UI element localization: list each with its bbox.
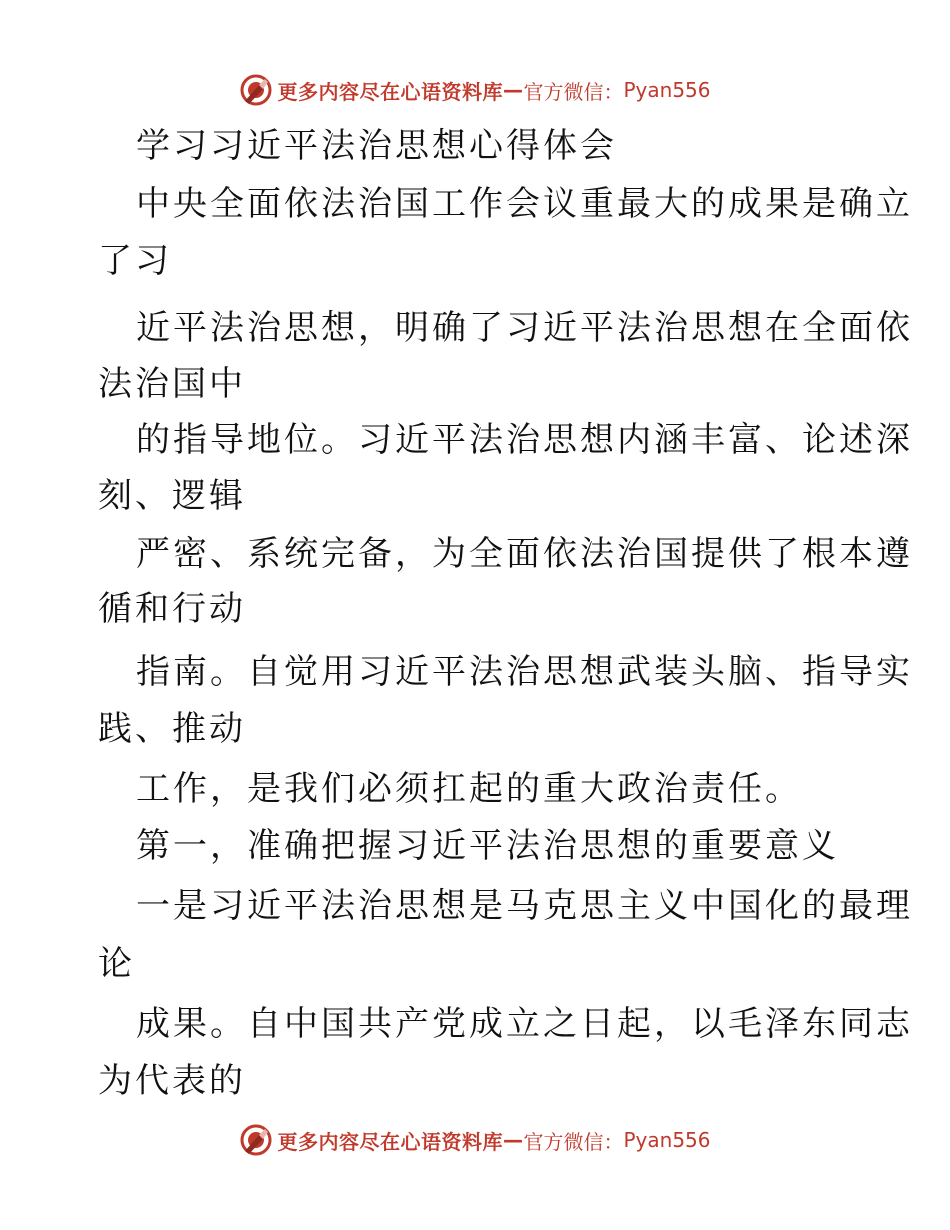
paragraph-line: 工作，是我们必须扛起的重大政治责任。 — [136, 769, 802, 809]
paragraph-line: 法治国中 — [98, 364, 246, 404]
banner-wechat-label: 官方微信： — [523, 79, 624, 104]
paragraph-line: 为代表的 — [98, 1061, 246, 1101]
document-title: 学习习近平法治思想心得体会 — [136, 126, 617, 166]
paragraph-line: 践、推动 — [98, 709, 246, 749]
paragraph-line: 论 — [98, 944, 135, 984]
paragraph-line: 成果。自中国共产党成立之日起，以毛泽东同志 — [136, 1004, 913, 1044]
paragraph-line: 的指导地位。习近平法治思想内涵丰富、论述深 — [136, 420, 913, 460]
banner-separator: — — [502, 78, 524, 102]
pen-seal-icon — [239, 73, 273, 107]
paragraph-line: 循和行动 — [98, 589, 246, 629]
section-heading: 第一，准确把握习近平法治思想的重要意义 — [136, 826, 839, 866]
banner-wechat-id: Pyan556 — [623, 1128, 711, 1152]
paragraph-line: 刻、逻辑 — [98, 476, 246, 516]
paragraph-line: 指南。自觉用习近平法治思想武装头脑、指导实 — [136, 652, 913, 692]
paragraph-line: 中央全面依法治国工作会议重最大的成果是确立 — [136, 184, 913, 224]
paragraph-line: 一是习近平法治思想是马克思主义中国化的最理 — [136, 886, 913, 926]
paragraph-line: 了习 — [98, 241, 172, 281]
pen-seal-icon — [239, 1123, 273, 1157]
banner-wechat-label: 官方微信： — [523, 1129, 624, 1154]
banner-site-name: 更多内容尽在心语资料库 — [277, 1129, 503, 1154]
footer-banner — [0, 1120, 950, 1160]
banner-separator: — — [502, 1128, 524, 1152]
paragraph-line: 严密、系统完备，为全面依法治国提供了根本遵 — [136, 534, 913, 574]
header-banner — [0, 70, 950, 110]
banner-site-name: 更多内容尽在心语资料库 — [277, 79, 503, 104]
paragraph-line: 近平法治思想，明确了习近平法治思想在全面依 — [136, 308, 913, 348]
banner-wechat-id: Pyan556 — [623, 78, 711, 102]
